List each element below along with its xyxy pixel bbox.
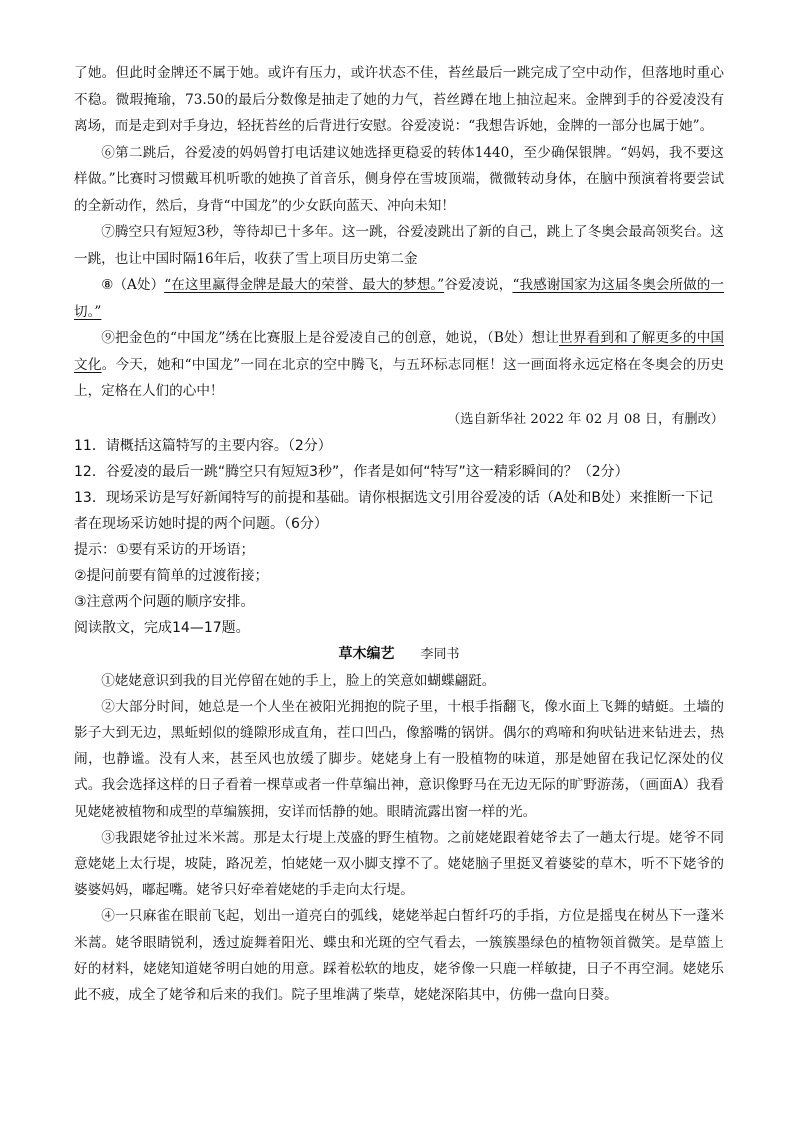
question-11: 11．请概括这篇特写的主要内容。（2分） (74, 437, 332, 454)
document-page (74, 60, 724, 1008)
question-13: 13．现场采访是写好新闻特写的前提和基础。请你根据选文引用谷爱凌的话（A处和B处）来推断一下记者在现场采访她时提的两个问题。（6分） (74, 489, 713, 532)
quote-a-underlined: “在这里赢得金牌是最大的荣誉、最大的梦想。” (164, 277, 445, 293)
essay-paragraph-4: ④一只麻雀在眼前飞起，划出一道亮白的弧线，姥姥举起白皙纤巧的手指，方位是摇曳在树丛下一蓬米米蒿。姥爷眼睛锐利，透过旋舞着阳光、蝶虫和光斑的空气看去，一簇簇墨绿色的植物领首微笑。是草篮上好的材料，姥姥知道姥爷明白她的用意。踩着松软的地皮，姥爷像一只鹿一样敏捷，日子不再空洞。姥姥乐此不疲，成全了姥爷和后来的我们。院子里堆满了柴草，姥姥深陷其中，仿佛一盘向日葵。 (74, 908, 724, 1003)
news-paragraph-9 (74, 325, 724, 405)
question-12: 12．谷爱凌的最后一跳“腾空只有短短3秒”，作者是如何“特写”这一精彩瞬间的？（2分） (74, 463, 629, 480)
marker-a: ⑧（A处） (101, 277, 165, 293)
p9-end: 。今天，她和“中国龙”一同在北京的空中腾飞，与五环标志同框！这一画面将永远定格在冬奥会的历史上，定格在人们的心中！ (74, 356, 724, 399)
essay-body (74, 668, 724, 1009)
p9-start: ⑨把金色的“中国龙”绣在比赛服上是谷爱凌自己的创意，她说，（B处）想让 (101, 330, 560, 346)
essay-author: 李同书 (420, 646, 460, 662)
hint-2: ②提问前要有简单的过渡衔接； (74, 567, 269, 584)
article-source: （选自新华社 2022 年 02 月 08 日，有删改） (447, 411, 724, 427)
quote-b-underlined: “我感谢国家为这届冬奥会所做的一切。” (74, 277, 724, 320)
news-paragraph-5-end: 了她。但此时金牌还不属于她。或许有压力，或许状态不佳，苔丝最后一跳完成了空中动作，但落地时重心不稳。微瑕掩瑜，73.50的最后分数像是抽走了她的力气，苔丝蹲在地上抽泣起来。金牌到手的谷爱凌没有离场，而是走到对手身边，轻抚苔丝的后背进行安慰。谷爱凌说：“我想告诉她，金牌的一部分也属于她”。 (74, 65, 724, 134)
essay-paragraph-1: ①姥姥意识到我的目光停留在她的手上，脸上的笑意如蝴蝶翩跹。 (101, 672, 496, 689)
hint-3: ③注意两个问题的顺序安排。 (74, 593, 255, 610)
news-paragraph-7: ⑦腾空只有短短3秒，等待却已十多年。这一跳，谷爱凌跳出了新的自己，跳上了冬奥会最高领奖台。这一跳，也让中国时隔16年后，收获了雪上项目历史第二金 (74, 224, 724, 267)
essay-paragraph-2: ②大部分时间，她总是一个人坐在被阳光拥抱的院子里，十根手指翻飞，像水面上飞舞的蜻蜓。土墙的影子大到无边，黑蚯蚓似的缝隙形成直角，茬口凹凸，像豁嘴的锅饼。偶尔的鸡啼和狗吠钻进来钻进去，热闹，也静谧。没有人来，甚至风也放缓了脚步。姥姥身上有一股植物的味道，那是她留在我记忆深处的仪式。我会选择这样的日子看着一棵草或者一件草编出神，意识像野马在无边无际的旷野游荡，（画面A）我看见姥姥被植物和成型的草编簇拥，安详而恬静的她。眼睛流露出窗一样的光。 (74, 698, 724, 820)
said-text: 谷爱凌说， (444, 277, 513, 293)
news-paragraph-6: ⑥第二跳后，谷爱凌的妈妈曾打电话建议她选择更稳妥的转体1440，至少确保银牌。“妈妈，我不要这样做。”比赛时习惯戴耳机听歌的她换了首音乐，侧身停在雪坡顶端，微微转动身体，在脑中预演着将要尝试的全新动作，然后，身背“中国龙”的少女跃向蓝天、冲向未知！ (74, 144, 724, 214)
news-paragraph-8 (74, 272, 724, 325)
quote-world-underlined: 世界看到和了解更多的中国文化 (74, 330, 725, 373)
essay-paragraph-3: ③我跟姥爷扯过米米蒿。那是太行堤上茂盛的野生植物。之前姥姥跟着姥爷去了一趟太行堤。姥爷不同意姥姥上太行堤，坡陡，路况差，怕姥姥一双小脚支撑不了。姥姥脑子里挺叉着婆娑的草木，听不下姥爷的婆婆妈妈，嘟起嘴。姥爷只好牵着姥姥的手走向太行堤。 (74, 829, 724, 899)
hint-1: 提示：①要有采访的开场语； (74, 541, 255, 558)
essay-title: 草木编艺 (338, 645, 395, 662)
essay-instruction: 阅读散文，完成14—17题。 (74, 619, 250, 636)
essay-heading (74, 641, 724, 668)
